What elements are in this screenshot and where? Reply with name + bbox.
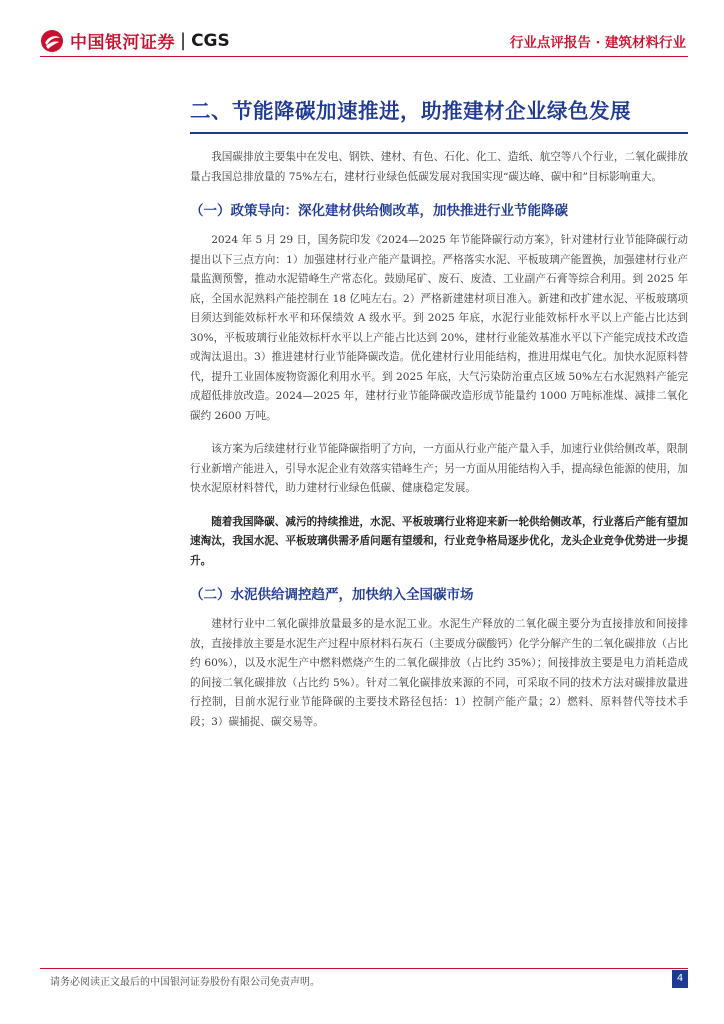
logo-chinese-text: 中国银河证券 bbox=[70, 33, 175, 53]
logo-english-text: CGS bbox=[191, 30, 230, 51]
cement-paragraph-1: 建材行业中二氧化碳排放量最多的是水泥工业。水泥生产释放的二氧化碳主要分为直接排放和间接排放，直接排放主要是水泥生产过程中原材料石灰石（主要成分碳酸钙）化学分解产生的二氧化碳排放（占比约 60%），以及水泥生产中燃料燃烧产生的二氧化碳排放（占比约 35%）；间接排放主要是电力消耗造成的间接二氧化碳排放（占比约 5%）。针对二氧化碳排放来源的不同，可采取不同的技术方法对碳排放量进行控制，目前水泥行业节能降碳的主要技术路径包括：1）控制产能产量；2）燃料、原料替代等技术手段；3）碳捕捉、碳交易等。 bbox=[190, 618, 688, 728]
section-title-underline bbox=[190, 132, 688, 134]
footer-divider bbox=[40, 968, 688, 969]
logo-separator: | bbox=[180, 30, 187, 51]
subsection-heading-policy: （一）政策导向：深化建材供给侧改革，加快推进行业节能降碳 bbox=[190, 203, 568, 219]
page-header bbox=[0, 0, 724, 60]
section-title: 二、节能降碳加速推进，助推建材企业绿色发展 bbox=[190, 99, 631, 123]
header-divider bbox=[40, 56, 688, 57]
intro-paragraph: 我国碳排放主要集中在发电、钢铁、建材、有色、石化、化工、造纸、航空等八个行业，二氧化碳排放量占我国总排放量的 75%左右，建材行业绿色低碳发展对我国实现“碳达峰、碳中和”目标影响重大。 bbox=[190, 151, 688, 183]
report-type-label: 行业点评报告 · 建筑材料行业 bbox=[509, 35, 686, 51]
policy-conclusion-paragraph: 随着我国降碳、减污的持续推进，水泥、平板玻璃行业将迎来新一轮供给侧改革，行业落后产能有望加速淘汰，我国水泥、平板玻璃供需矛盾问题有望缓和，行业竞争格局逐步优化，龙头企业竞争优势进一步提升。 bbox=[190, 515, 688, 567]
company-logo bbox=[40, 28, 230, 53]
galaxy-logo-icon bbox=[40, 29, 64, 53]
footer-disclaimer: 请务必阅读正文最后的中国银河证券股份有限公司免责声明。 bbox=[50, 977, 320, 988]
policy-paragraph-1: 2024 年 5 月 29 日，国务院印发《2024—2025 年节能降碳行动方案》，针对建材行业节能降碳行动提出以下三点方向：1）加强建材行业产能产量调控。严格落实水泥、平板玻璃产能置换，加强建材行业产量监测预警，推动水泥错峰生产常态化。鼓励尾矿、废石、废渣、工业副产石膏等综合利用。到 2025 年底，全国水泥熟料产能控制在 18 亿吨左右。2）严格新建建材项目准入。新建和改扩建水泥、平板玻璃项目须达到能效标杆水平和环保绩效 A 级水平。到 2025 年底，水泥行业能效标杆水平以上产能占比达到 30%，平板玻璃行业能效标杆水平以上产能占比达到 20%，建材行业能效基准水平以下产能完成技术改造或淘汰退出。3）推进建材行业节能降碳改造。优化建材行业用能结构，推进用煤电气化。加快水泥原料替代，提升工业固体废物资源化利用水平。到 2025 年底，大气污染防治重点区域 50%左右水泥熟料产能完成超低排放改造。2024—2025 年，建材行业节能降碳改造形成节能量约 1000 万吨标准煤、减排二氧化碳约 2600 万吨。 bbox=[190, 234, 688, 422]
policy-paragraph-2: 该方案为后续建材行业节能降碳指明了方向，一方面从行业产能产量入手，加速行业供给侧改革，限制行业新增产能进入，引导水泥企业有效落实错峰生产；另一方面从用能结构入手，提高绿色能源的使用，加快水泥原材料替代，助力建材行业绿色低碳、健康稳定发展。 bbox=[190, 443, 688, 494]
subsection-heading-cement: （二）水泥供给调控趋严，加快纳入全国碳市场 bbox=[190, 587, 474, 603]
main-content bbox=[190, 148, 688, 746]
page-number: 4 bbox=[672, 970, 688, 988]
